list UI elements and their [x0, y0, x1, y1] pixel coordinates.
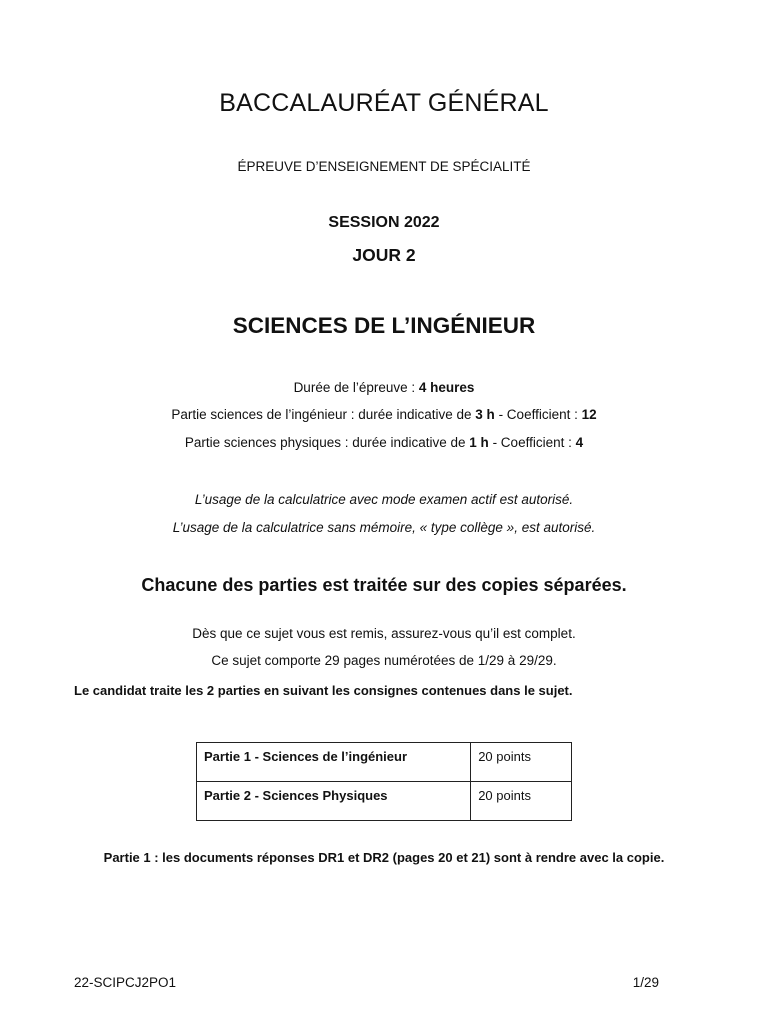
- physics-duration-label: Partie sciences physiques : durée indicative de: [184, 435, 470, 450]
- physics-coef-label: - Coefficient :: [488, 435, 576, 450]
- engineering-coefficient: 12: [581, 407, 597, 422]
- physics-coefficient: 4: [575, 435, 584, 450]
- physics-duration: 1 h: [469, 435, 489, 450]
- calculator-rule-exam-mode: L’usage de la calculatrice avec mode examen actif est autorisé.: [194, 492, 574, 507]
- part-name-cell: Partie 1 - Sciences de l’ingénieur: [197, 743, 471, 782]
- calculator-rule-college: L’usage de la calculatrice sans mémoire, « type collège », est autorisé.: [172, 520, 596, 535]
- separate-copies-notice: Chacune des parties est traitée sur des copies séparées.: [141, 575, 627, 595]
- exam-title: BACCALAURÉAT GÉNÉRAL: [219, 89, 549, 117]
- table-row: [197, 782, 572, 821]
- points-cell: 20 points: [471, 782, 572, 821]
- physics-part-info: [0, 435, 768, 450]
- engineering-part-info: [0, 407, 768, 422]
- answer-documents-note: Partie 1 : les documents réponses DR1 et DR2 (pages 20 et 21) sont à rendre avec la copie.: [103, 850, 665, 865]
- engineering-duration-label: Partie sciences de l’ingénieur : durée indicative de: [171, 407, 476, 422]
- subject-title: SCIENCES DE L’INGÉNIEUR: [232, 313, 536, 338]
- candidate-instructions: Le candidat traite les 2 parties en suivant les consignes contenues dans le sujet.: [74, 683, 573, 698]
- engineering-coef-label: - Coefficient :: [494, 407, 582, 422]
- footer-page-number: 1/29: [632, 975, 659, 990]
- completeness-notice: Dès que ce sujet vous est remis, assurez-vous qu’il est complet.: [192, 626, 576, 641]
- exam-subtitle: ÉPREUVE D’ENSEIGNEMENT DE SPÉCIALITÉ: [237, 159, 531, 174]
- page-count-notice: Ce sujet comporte 29 pages numérotées de 1/29 à 29/29.: [211, 653, 557, 668]
- grading-table: [196, 742, 572, 821]
- exam-day: JOUR 2: [352, 245, 416, 265]
- part-name-cell: Partie 2 - Sciences Physiques: [197, 782, 471, 821]
- table-row: [197, 743, 572, 782]
- duration-label: Durée de l’épreuve :: [293, 380, 419, 395]
- footer-subject-code: 22-SCIPCJ2PO1: [74, 975, 177, 990]
- engineering-duration: 3 h: [475, 407, 495, 422]
- points-cell: 20 points: [471, 743, 572, 782]
- session-year: SESSION 2022: [328, 214, 440, 231]
- duration-value: 4 heures: [418, 380, 475, 395]
- exam-duration: [0, 380, 768, 395]
